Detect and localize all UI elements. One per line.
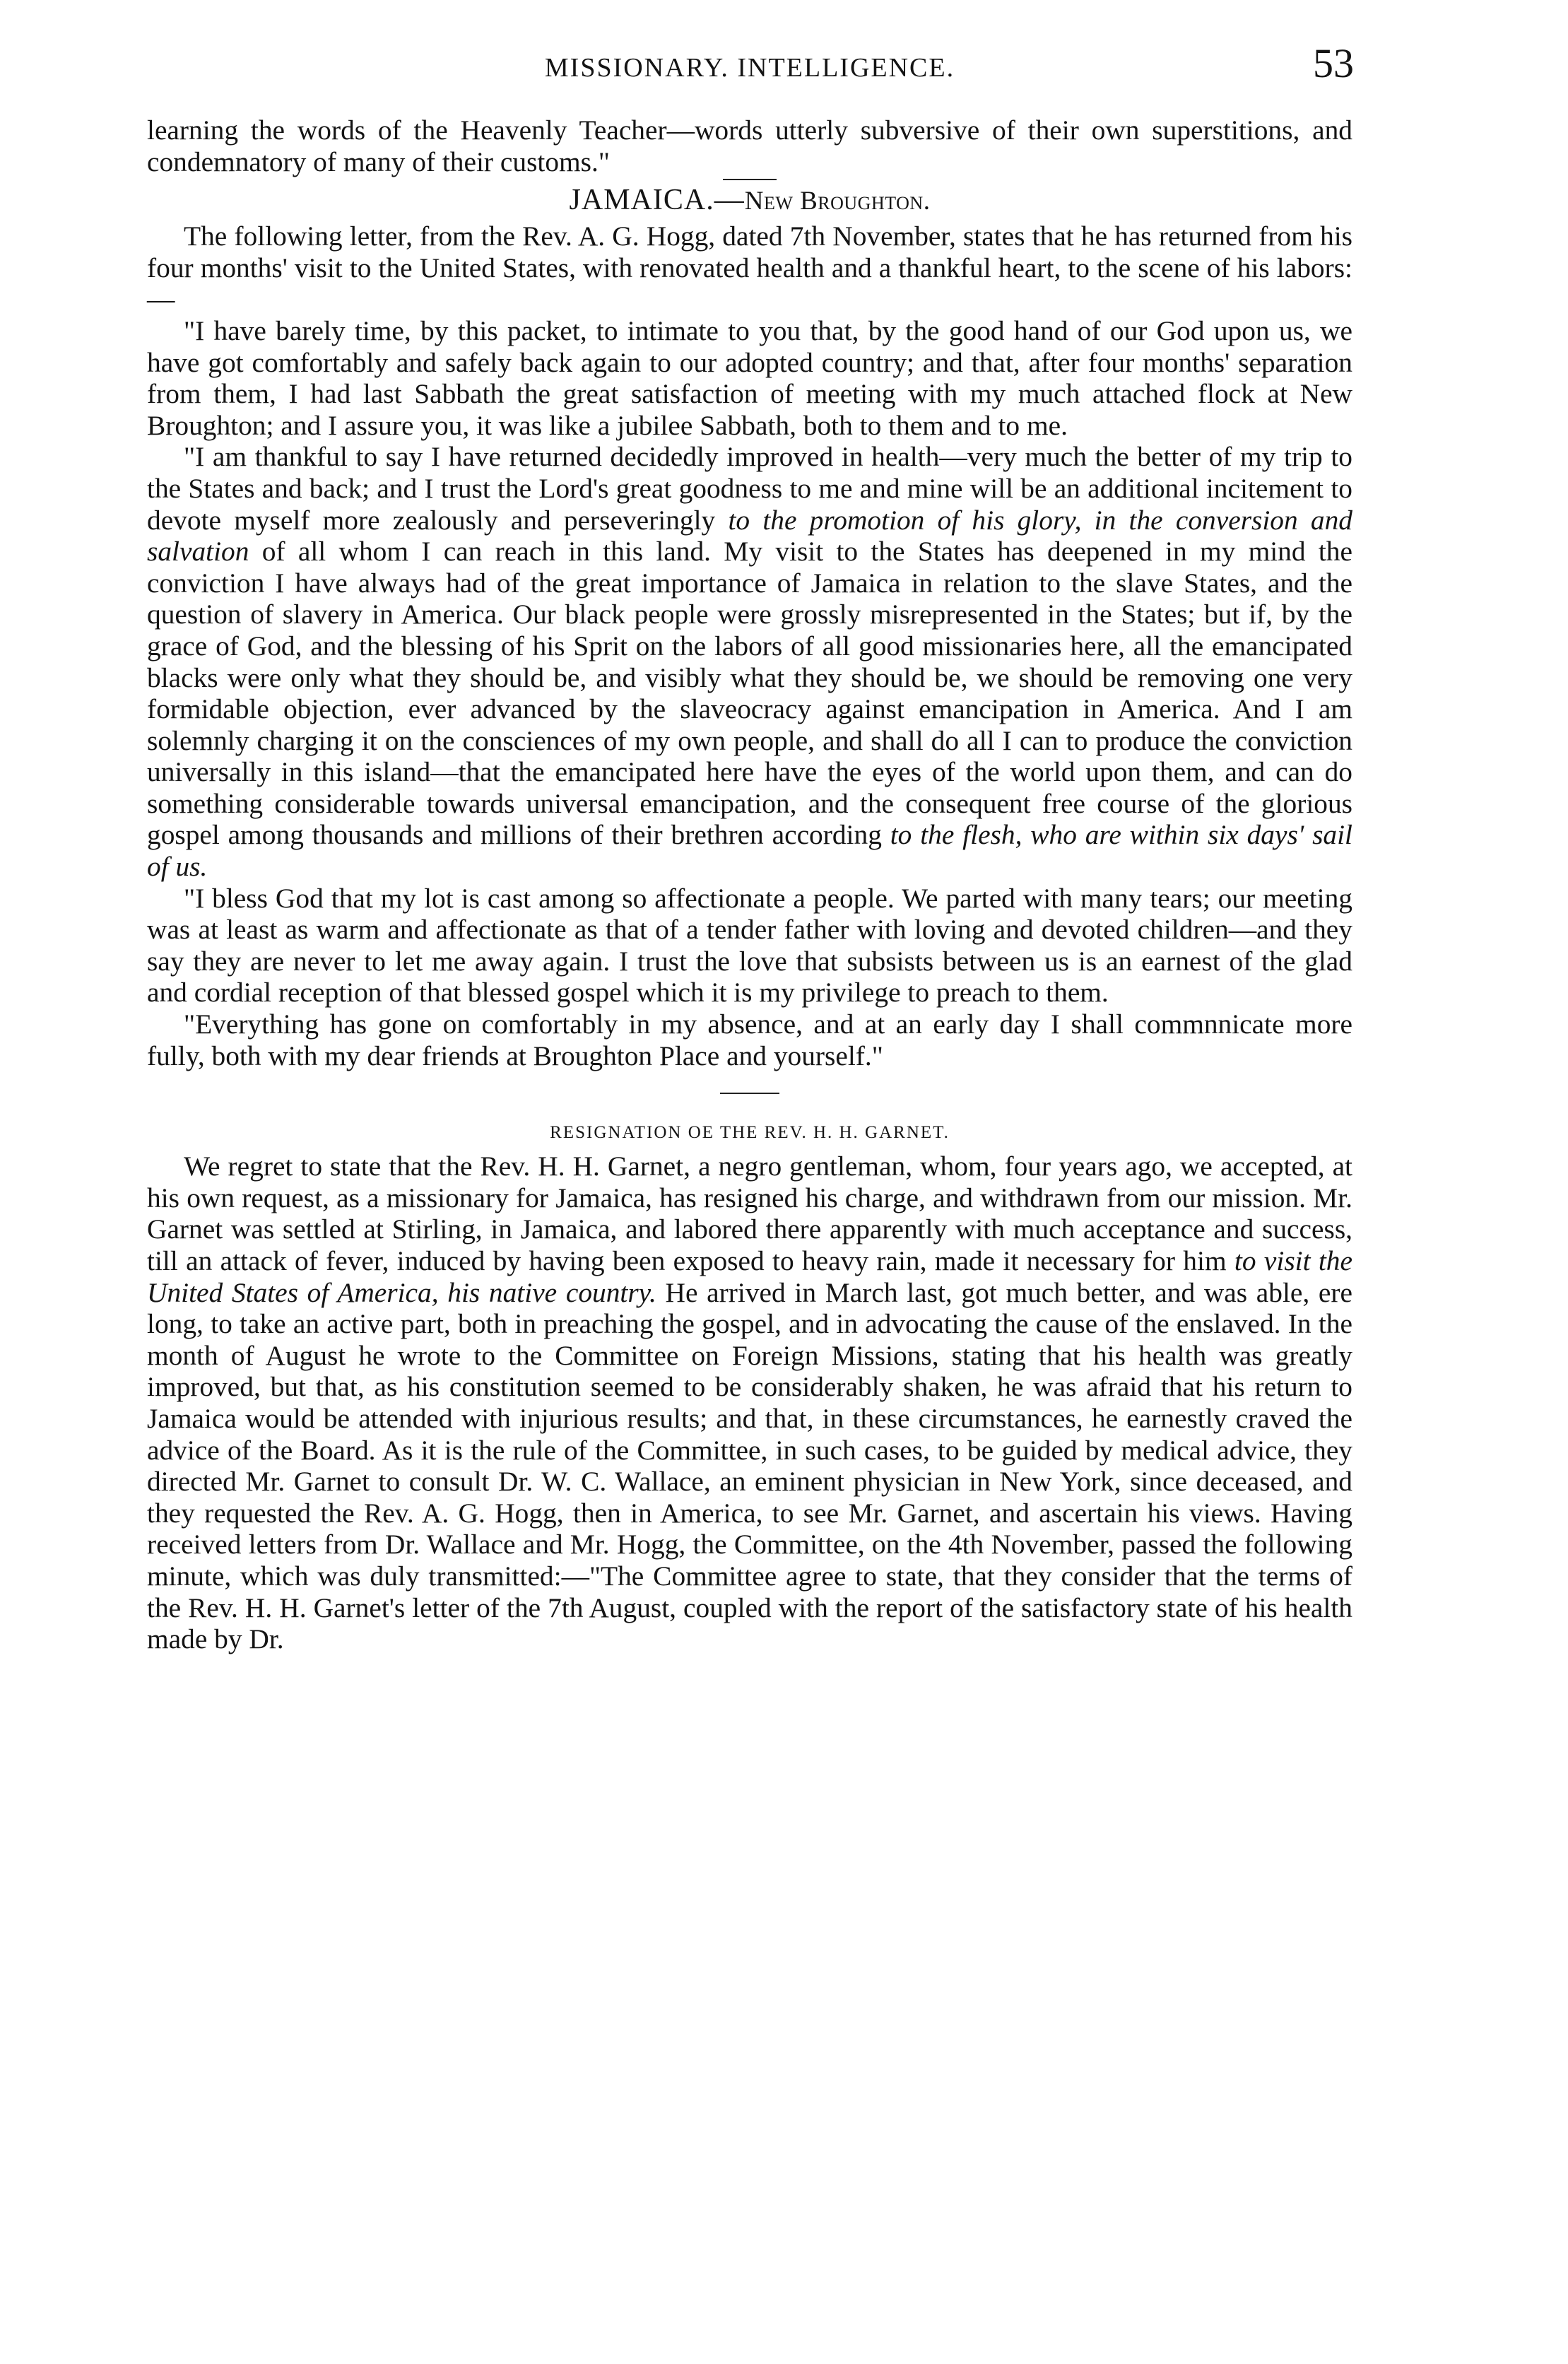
letter-paragraph-2: [147, 441, 1352, 882]
letter-paragraph-4: "Everything has gone on comfortably in my absence, and at an early day I shall commnnicate more fully, both with my dear friends at Broughton Place and yourself.": [147, 1008, 1352, 1071]
section-heading-main: JAMAICA.—: [569, 184, 745, 217]
section-heading-jamaica: [147, 183, 1352, 218]
resignation-paragraph: [147, 1151, 1352, 1655]
lead-paragraph: The following letter, from the Rev. A. G. Hogg, dated 7th November, states that he has returned from his four months' visit to the United States, with renovated health and a thankful heart, to the scene of his labors:—: [147, 220, 1352, 315]
section-heading-place: New Broughton.: [744, 187, 931, 216]
letter-paragraph-3: "I bless God that my lot is cast among so affectionate a people. We parted with many tears; our meeting was at least as warm and affectionate as that of a tender father with loving and devoted children—and they say they are never to let me away again. I trust the love that subsists between us is an earnest of the glad and cordial reception of that blessed gospel which it is my privilege to preach to them.: [147, 882, 1352, 1008]
running-title: MISSIONARY. INTELLIGENCE.: [544, 53, 955, 83]
letter-paragraph-1: "I have barely time, by this packet, to intimate to you that, by the good hand of our God upon us, we have got comfortably and safely back again to our adopted country; and that, after four months' separation from them, I had last Sabbath the great satisfaction of meeting with my much attached flock at New Broughton; and I assure you, it was like a jubilee Sabbath, both to them and to me.: [147, 314, 1352, 441]
letter-paragraph-2-part-c: of all whom I can reach in this land. My visit to the States has deepened in my mind the conviction I have always had of the great importance of Jamaica in relation to the slave States, and the question of slavery in America. Our black people were grossly misrepresented in the States; but if, by the grace of God, and the blessing of his Sprit on the labors of all good missionaries here, all the emancipated blacks were only what they should be, and visibly what they should be, we should be removing one very formidable objection, ever advanced by the slaveocracy against emancipation in America. And I am solemnly charging it on the consciences of my own people, and shall do all I can to produce the conviction universally in this island—that the emancipated here have the eyes of the world upon them, and can do something considerable towards universal emancipation, and the consequent free course of the glorious gospel among thousands and millions of their brethren according: [147, 536, 1352, 851]
short-rule: [723, 179, 777, 180]
letter-paragraph-2-part-a: "I am thankful to say I have returned decidedly improved in health—very much the better of my trip to the States and back; and I trust the Lord's great goodness to me and mine will be an additional incitement to devote myself more zealously and perseveringly: [147, 441, 1352, 536]
resignation-italic: to visit the United States of America, his native country.: [147, 1245, 1352, 1308]
resignation-part-c: He arrived in March last, got much better, and was able, ere long, to take an active part, both in preaching the gospel, and in advocating the cause of the enslaved. In the month of August he wrote to the Committee on Foreign Missions, stating that his health was greatly improved, but that, as his constitution seemed to be considerably shaken, he was afraid that his return to Jamaica would be attended with injurious results; and that, in these circumstances, he earnestly craved the advice of the Board. As it is the rule of the Committee, in such cases, to be guided by medical advice, they directed Mr. Garnet to consult Dr. W. C. Wallace, an eminent physician in New York, since deceased, and they requested the Rev. A. G. Hogg, then in America, to see Mr. Garnet, and ascertain his views. Having received letters from Dr. Wallace and Mr. Hogg, the Committee, on the 4th November, passed the following minute, which was duly transmitted:—"The Committee agree to state, that they consider that the terms of the Rev. H. H. Garnet's letter of the 7th August, coupled with the report of the satisfactory state of his health made by Dr.: [147, 1276, 1352, 1655]
running-header: [147, 40, 1354, 89]
letter-paragraph-2-italic-2: to the flesh, who are within six days' sail of us.: [147, 819, 1352, 883]
page-number: 53: [1313, 40, 1354, 86]
intro-paragraph: learning the words of the Heavenly Teacher—words utterly subversive of their own superstitions, and condemnatory of many of their customs.": [147, 114, 1352, 177]
document-page: [147, 40, 1354, 2335]
section-separator-rule: [720, 1093, 779, 1094]
letter-paragraph-2-italic-1: to the promotion of his glory, in the conversion and salvation: [147, 504, 1352, 568]
resignation-part-a: We regret to state that the Rev. H. H. Garnet, a negro gentleman, whom, four years ago, we accepted, at his own request, as a missionary for Jamaica, has resigned his charge, and withdrawn from our mission. Mr. Garnet was settled at Stirling, in Jamaica, and labored there apparently with much acceptance and success, till an attack of fever, induced by having been exposed to heavy rain, made it necessary for him: [147, 1151, 1352, 1276]
section-heading-resignation: RESIGNATION OE THE REV. H. H. GARNET.: [550, 1123, 950, 1143]
